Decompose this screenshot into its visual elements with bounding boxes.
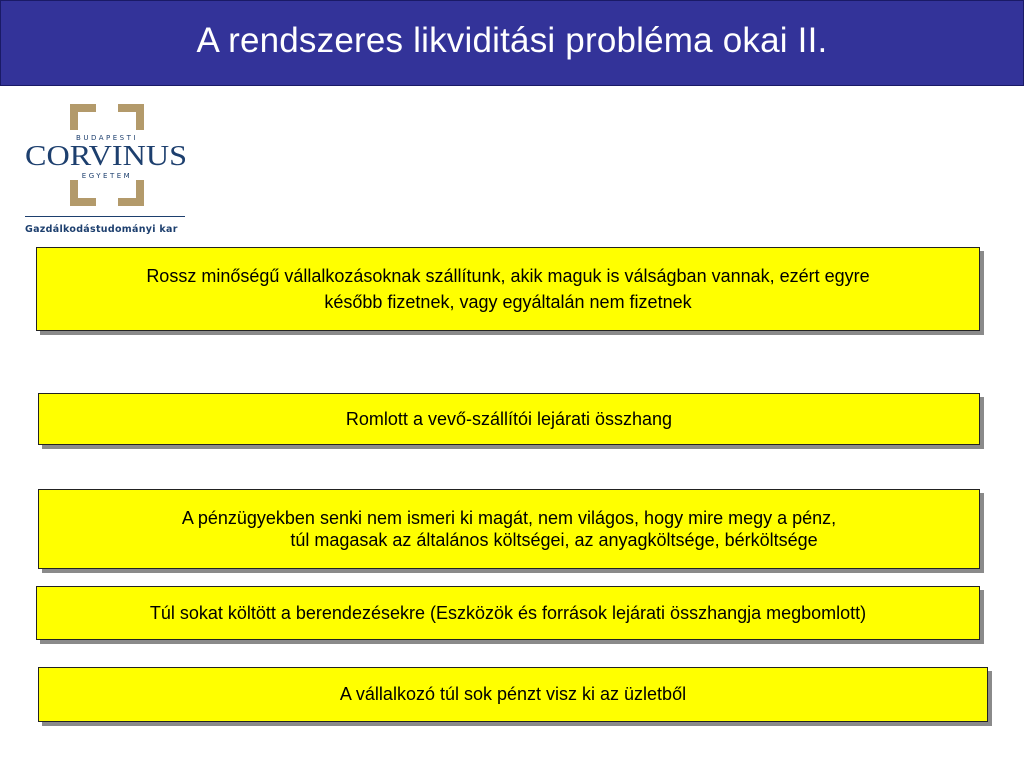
- reason-box-1: [36, 247, 980, 331]
- slide-title: A rendszeres likviditási probléma okai II.: [196, 21, 828, 60]
- reason-1-line-2: később fizetnek, vagy egyáltalán nem fizetnek: [324, 292, 692, 312]
- title-bar: [0, 0, 1024, 86]
- logo-name: CORVINUS: [25, 140, 187, 172]
- reason-3-line-1: A pénzügyekben senki nem ismeri ki magát, nem világos, hogy mire megy a pénz,: [181, 507, 837, 528]
- reason-2-text: Romlott a vevő-szállítói lejárati összhang: [345, 408, 673, 429]
- reason-box-3: [38, 489, 980, 569]
- reason-box-2: [38, 393, 980, 445]
- logo-top-text: BUDAPESTI: [76, 134, 138, 142]
- logo-bottom-text: EGYETEM: [81, 172, 133, 180]
- reason-box-5: [38, 667, 988, 722]
- reason-3-line-2: túl magasak az általános költségei, az anyagköltsége, bérköltsége: [290, 530, 818, 550]
- logo-tagline: Gazdálkodástudományi kar: [25, 224, 178, 235]
- reason-4-text: Túl sokat költött a berendezésekre (Eszközök és források lejárati összhangja megbomlott): [149, 602, 867, 623]
- corvinus-logo: [22, 102, 192, 242]
- reason-box-4: [36, 586, 980, 640]
- logo-divider: [25, 216, 185, 217]
- reason-1-line-1: Rossz minőségű vállalkozásoknak szállítunk, akik maguk is válságban vannak, ezért egyre: [146, 265, 870, 286]
- reason-5-text: A vállalkozó túl sok pénzt visz ki az üzletből: [339, 684, 687, 705]
- corvinus-logo-mark: [22, 102, 192, 214]
